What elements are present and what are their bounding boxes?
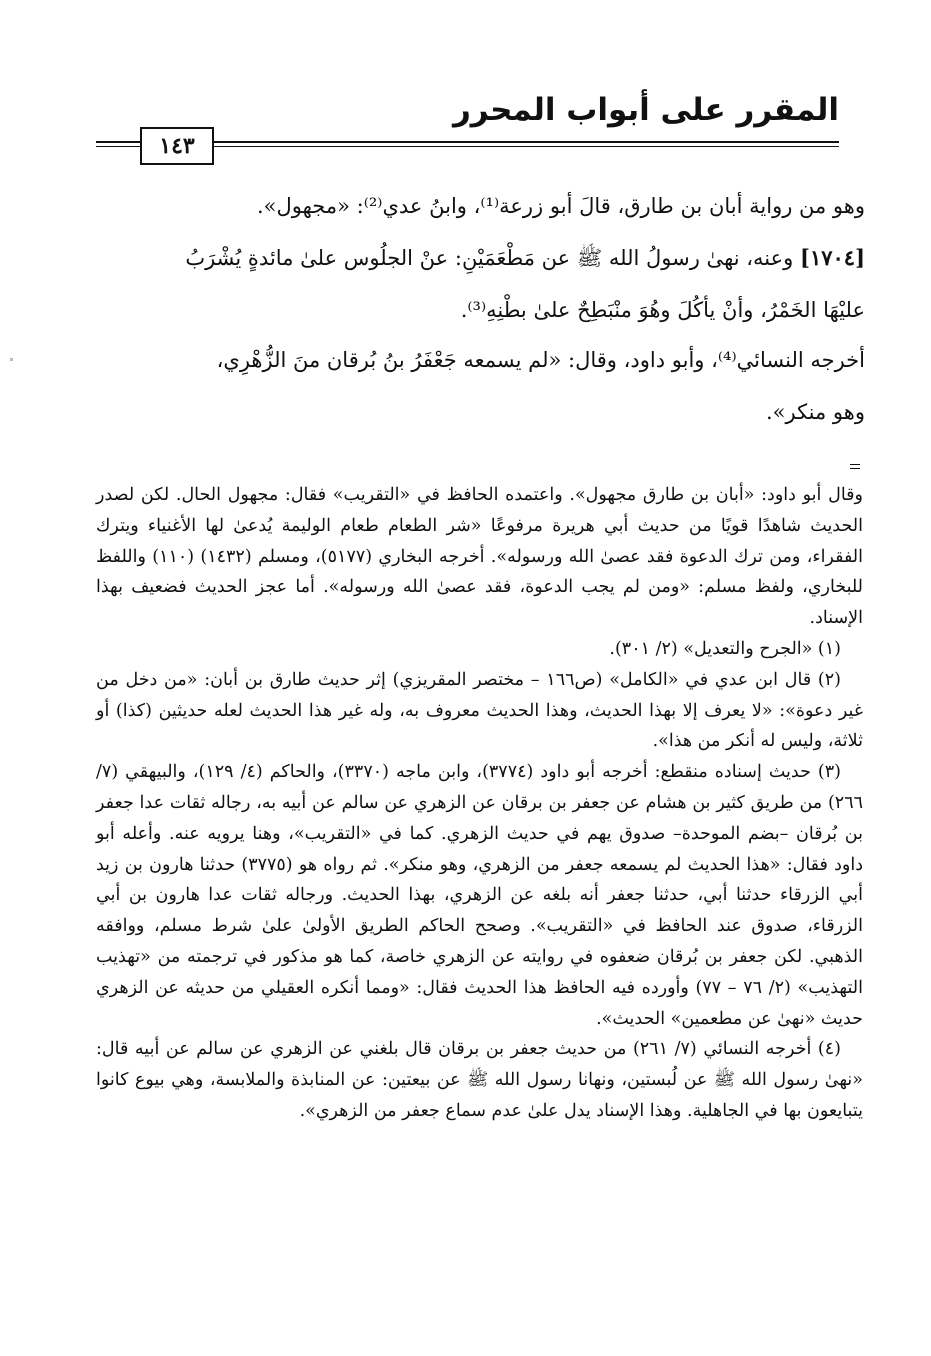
footnote-1: (١) «الجرح والتعديل» (٢/ ٣٠١). (609, 638, 841, 659)
hadith-paragraph (96, 238, 865, 330)
footnote-2: (٢) قال ابن عدي في «الكامل» (ص١٦٦ – مختصر المقريزي) إثر حديث طارق بن أبان: «من دخل من غير دعوة»: «لا يعرف إلا بهذا الحديث، وهذا الحديث معروف به، وله غير هذا الحديث لعله حديثين (كذا) أو ثلاثة، وليس له أنكر من هذا». (96, 669, 863, 752)
footnote-4: (٤) أخرجه النسائي (٧/ ٢٦١) من حديث جعفر بن برقان قال بلغني عن الزهري عن سالم عن أبيه قال: «نهىٰ رسول الله ﷺ عن لُبستين، ونهانا رسول الله ﷺ عن بيعتين: عن المنابذة والملابسة، وهي بيوع كانوا يتبايعون بها في الجاهلية. وهذا الإسناد يدل علىٰ عدم سماع جعفر من الزهري». (96, 1039, 863, 1121)
footnotes (96, 480, 863, 1127)
footnote-continuation-mark (850, 468, 860, 469)
running-header-title: المقرر على أبواب المحرر (452, 92, 839, 128)
hadith-line-1 (96, 238, 865, 278)
main-line: وهو من رواية أبان بن طارق، قالَ أبو زرعة⁽¹⁾، وابنُ عدي⁽²⁾: «مجهول». (257, 194, 865, 218)
scan-speck (10, 358, 13, 361)
footnote-continued: وقال أبو داود: «أبان بن طارق مجهول». واعتمده الحافظ في «التقريب» فقال: مجهول الحال. لكن لصدر الحديث شاهدًا قويًا من حديث أبي هريرة مرفوعًا «شر الطعام طعام الوليمة يُدعىٰ لها الأغنياء ويترك الفقراء، ومن ترك الدعوة فقد عصىٰ الله ورسوله». أخرجه البخاري (٥١٧٧)، ومسلم (١٤٣٢) (١١٠) واللفظ للبخاري، ولفظ مسلم: «ومن لم يجب الدعوة، فقد عصىٰ الله ورسوله». أما عجز الحديث فضعيف بهذا الإسناد. (96, 485, 863, 629)
footnote-3: (٣) حديث إسناده منقطع: أخرجه أبو داود (٣٧٧٤)، وابن ماجه (٣٣٧٠)، والحاكم (٤/ ١٢٩)، والبيهقي (٧/ ٢٦٦) من طريق كثير بن هشام عن جعفر بن برقان عن الزهري عن سالم عن أبيه به، رجاله ثقات عدا جعفر بن بُرقان –بضم الموحدة– صدوق يهم في حديث الزهري. كما في «التقريب»، وهنا يرويه عنه. وأعله أبو داود فقال: «هذا الحديث لم يسمعه جعفر من الزهري، وهو منكر». ثم رواه هو (٣٧٧٥) حدثنا هارون بن زيد أبي الزرقاء حدثنا أبي، حدثنا جعفر أنه بلغه عن الزهري، بهذا الحديث. ورجاله ثقات عدا هارون بن أبي الزرقاء، صدوق عند الحافظ في «التقريب». وصحح الحاكم الطريق الأولىٰ علىٰ شرط مسلم، ووافقه الذهبي. لكن جعفر بن بُرقان ضعفوه في روايته عن الزهري خاصة، كما هو مذكور في ترجمته من «تهذيب التهذيب» (٢/ ٧٦ – ٧٧) وأورده فيه الحافظ هذا الحديث فقال: «ومما أنكره العقيلي من حديثه عن الزهري حديث «نهىٰ عن مطعمين» الحديث». (96, 762, 863, 1029)
hadith-text-1: وعنه، نهىٰ رسولُ الله ﷺ عن مَطْعَمَيْنِ: عنْ الجلُوس علىٰ مائدةٍ يُشْرَبُ (185, 246, 794, 270)
main-paragraph-1 (96, 186, 865, 226)
main-line: وهو منكر». (765, 400, 865, 424)
main-line: أخرجه النسائي⁽⁴⁾، وأبو داود، وقال: «لم يسمعه جَعْفَرُ بنُ بُرقان منَ الزُّهْرِي، (216, 348, 865, 372)
page-number: ١٤٣ (140, 127, 214, 165)
footnote-continuation-mark (850, 464, 860, 465)
hadith-number: [١٧٠٤] (800, 245, 865, 270)
main-paragraph-3 (96, 340, 865, 432)
hadith-line-2: عليْهَا الخَمْرُ، وأنْ يأكُلَ وهُوَ منْبَطِحٌ علىٰ بطْنِهِ⁽³⁾. (460, 298, 865, 322)
